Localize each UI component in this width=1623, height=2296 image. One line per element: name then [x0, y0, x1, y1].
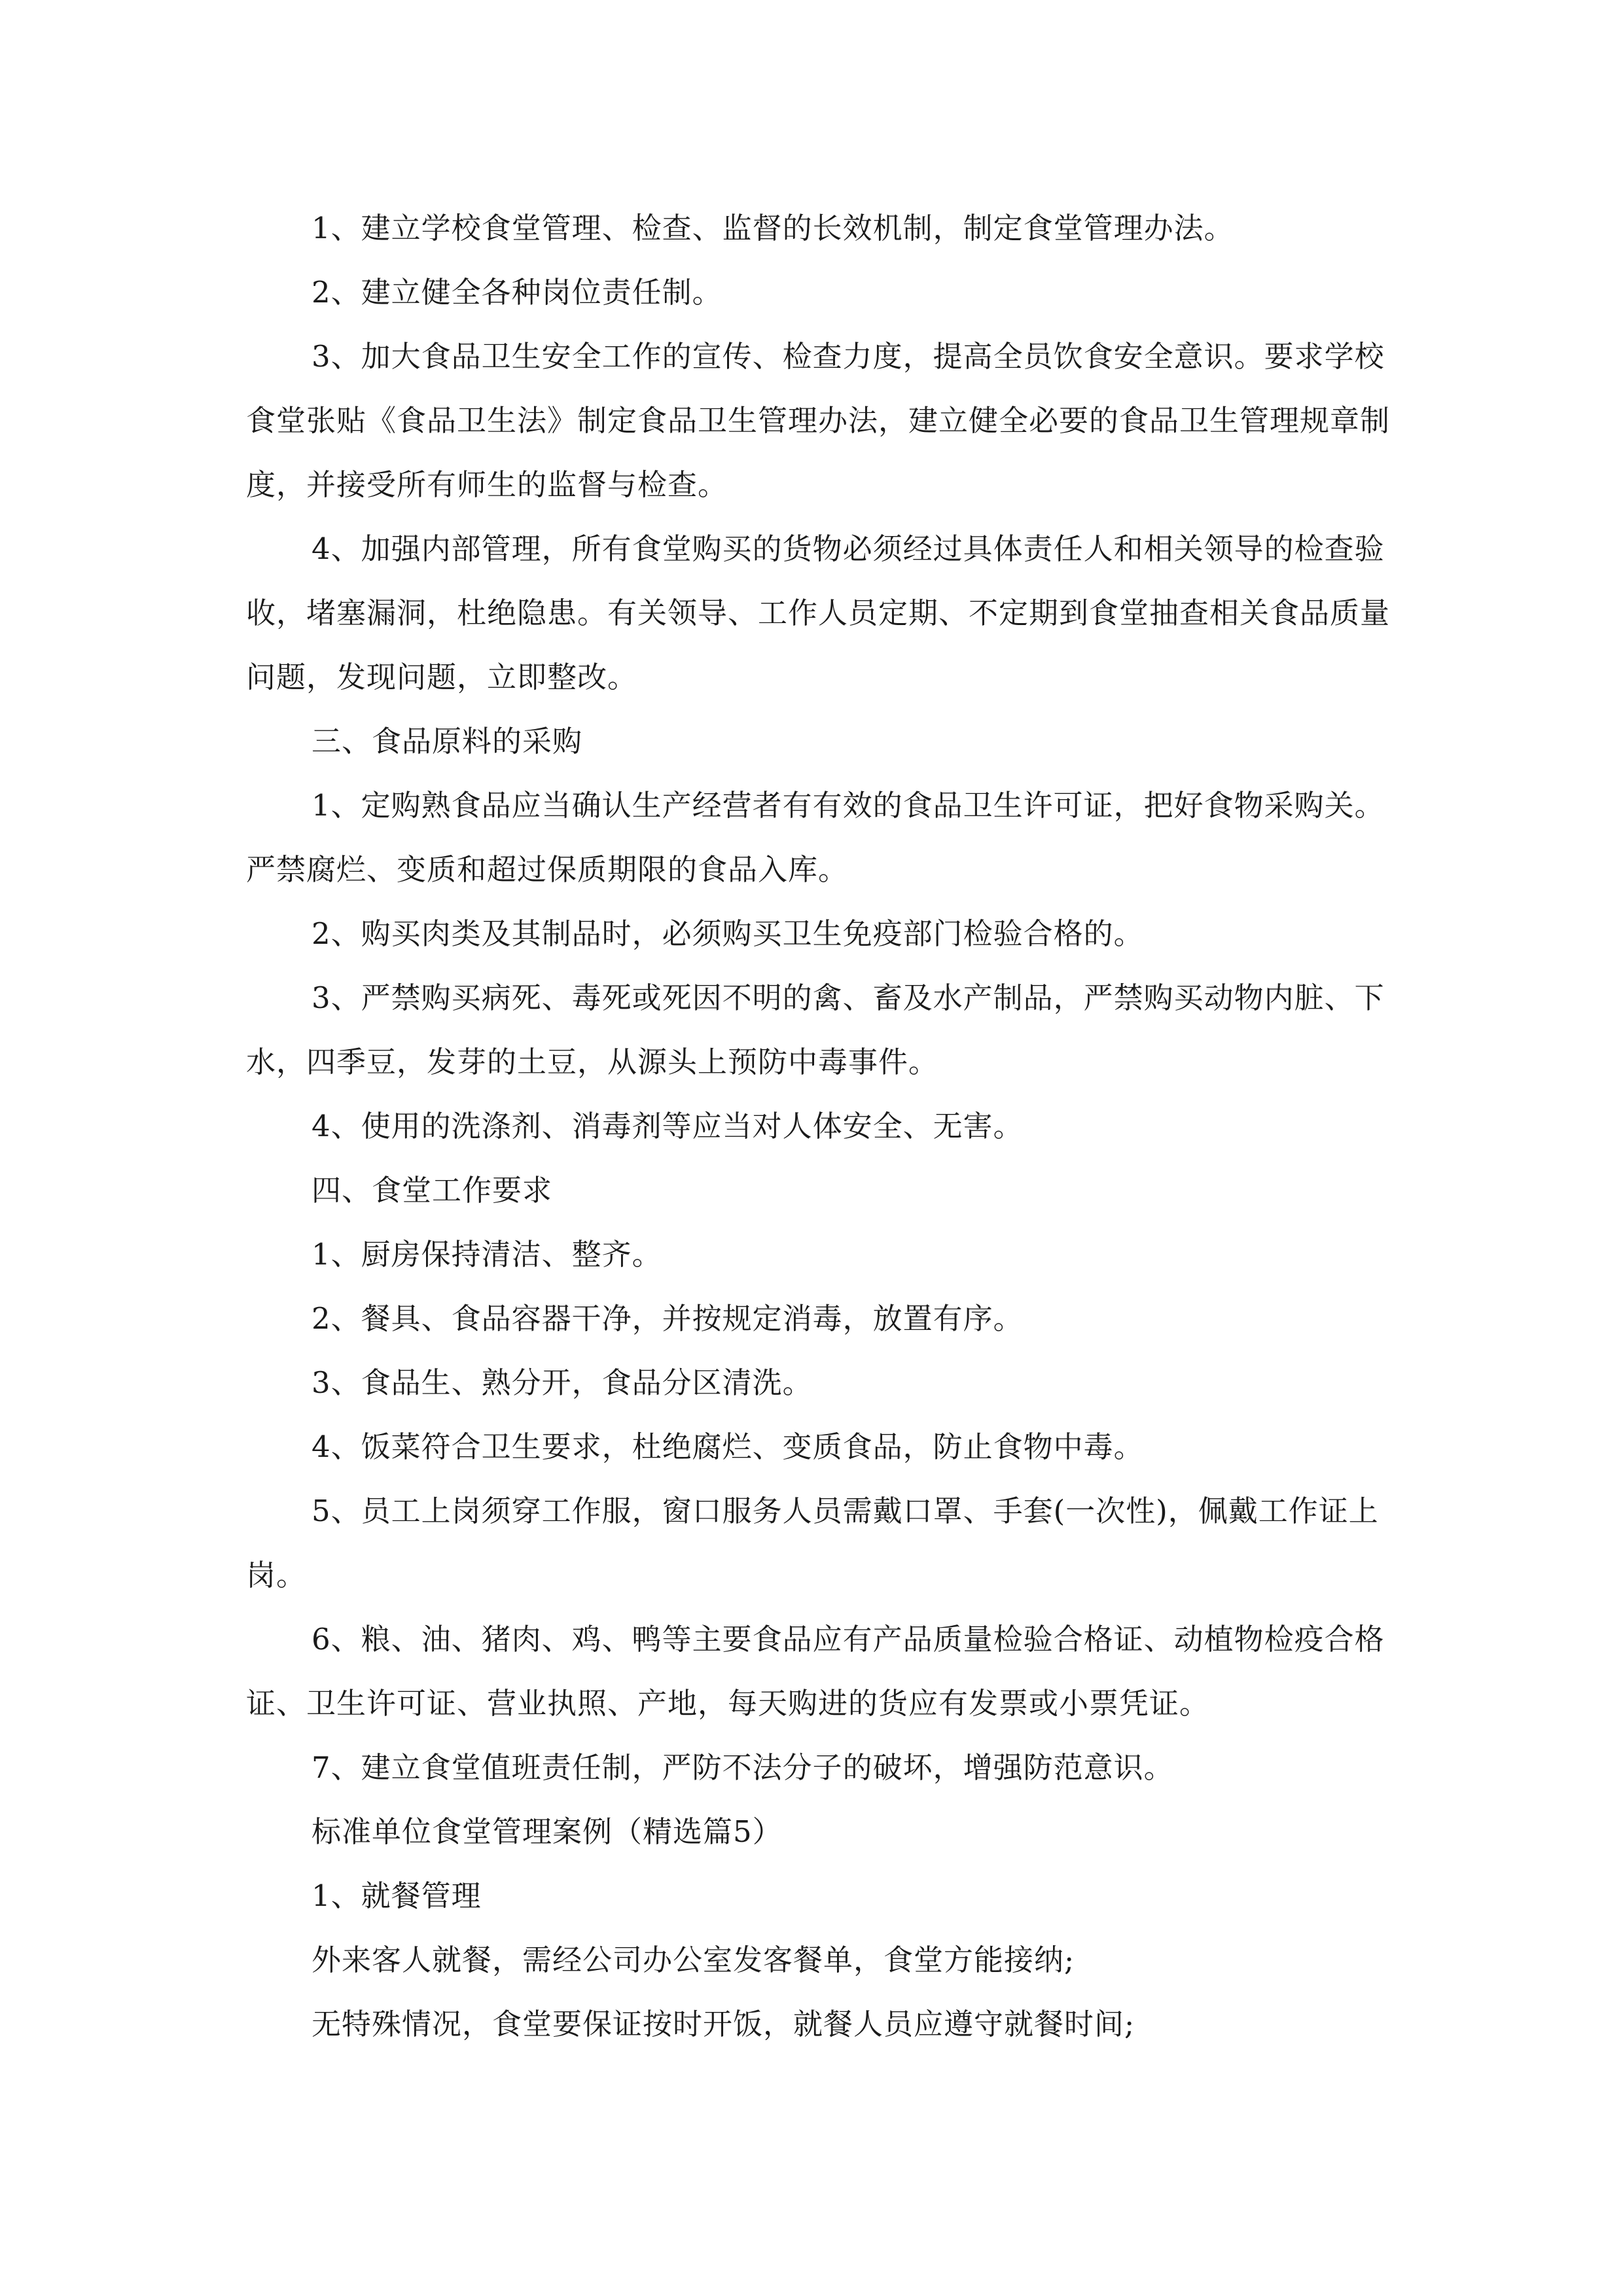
paragraph-13: 3、食品生、熟分开，食品分区清洗。 — [312, 1365, 813, 1400]
paragraph-9: 4、使用的洗涤剂、消毒剂等应当对人体安全、无害。 — [312, 1109, 1024, 1143]
paragraph-3: 3、加大食品卫生安全工作的宣传、检查力度，提高全员饮食安全意识。要求学校食堂张贴《食品卫生法》制定食品卫生管理办法，建立健全必要的食品卫生管理规章制度，并接受所有师生的监督与检查。 — [246, 339, 1391, 502]
paragraph-1: 1、建立学校食堂管理、检查、监督的长效机制，制定食堂管理办法。 — [312, 211, 1234, 245]
paragraph-16: 6、粮、油、猪肉、鸡、鸭等主要食品应有产品质量检验合格证、动植物检疫合格证、卫生许可证、营业执照、产地，每天购进的货应有发票或小票凭证。 — [246, 1622, 1385, 1721]
paragraph-6: 1、定购熟食品应当确认生产经营者有有效的食品卫生许可证，把好食物采购关。严禁腐烂、变质和超过保质期限的食品入库。 — [246, 788, 1385, 887]
paragraph-7: 2、购买肉类及其制品时，必须购买卫生免疫部门检验合格的。 — [312, 916, 1144, 951]
paragraph-14: 4、饭菜符合卫生要求，杜绝腐烂、变质食品，防止食物中毒。 — [312, 1429, 1144, 1464]
paragraph-2: 2、建立健全各种岗位责任制。 — [312, 275, 722, 310]
paragraph-15: 5、员工上岗须穿工作服，窗口服务人员需戴口罩、手套(一次性)，佩戴工作证上岗。 — [246, 1494, 1379, 1592]
article-title: 标准单位食堂管理案例（精选篇5） — [312, 1814, 783, 1849]
paragraph-12: 2、餐具、食品容器干净，并按规定消毒，放置有序。 — [312, 1301, 1024, 1336]
paragraph-4: 4、加强内部管理，所有食堂购买的货物必须经过具体责任人和相关领导的检查验收，堵塞漏洞，杜绝隐患。有关领导、工作人员定期、不定期到食堂抽查相关食品质量问题，发现问题，立即整改。 — [246, 531, 1391, 694]
section-heading-3: 三、食品原料的采购 — [312, 724, 583, 759]
paragraph-19: 1、就餐管理 — [312, 1878, 482, 1913]
paragraph-21: 无特殊情况，食堂要保证按时开饭，就餐人员应遵守就餐时间; — [312, 2007, 1135, 2041]
document-page — [246, 196, 1393, 2056]
paragraph-20: 外来客人就餐，需经公司办公室发客餐单，食堂方能接纳; — [312, 1943, 1075, 1977]
paragraph-8: 3、严禁购买病死、毒死或死因不明的禽、畜及水产制品，严禁购买动物内脏、下水，四季豆，发芽的土豆，从源头上预防中毒事件。 — [246, 980, 1385, 1079]
paragraph-17: 7、建立食堂值班责任制，严防不法分子的破坏，增强防范意识。 — [312, 1750, 1174, 1785]
section-heading-4: 四、食堂工作要求 — [312, 1173, 553, 1208]
paragraph-11: 1、厨房保持清洁、整齐。 — [312, 1237, 662, 1272]
